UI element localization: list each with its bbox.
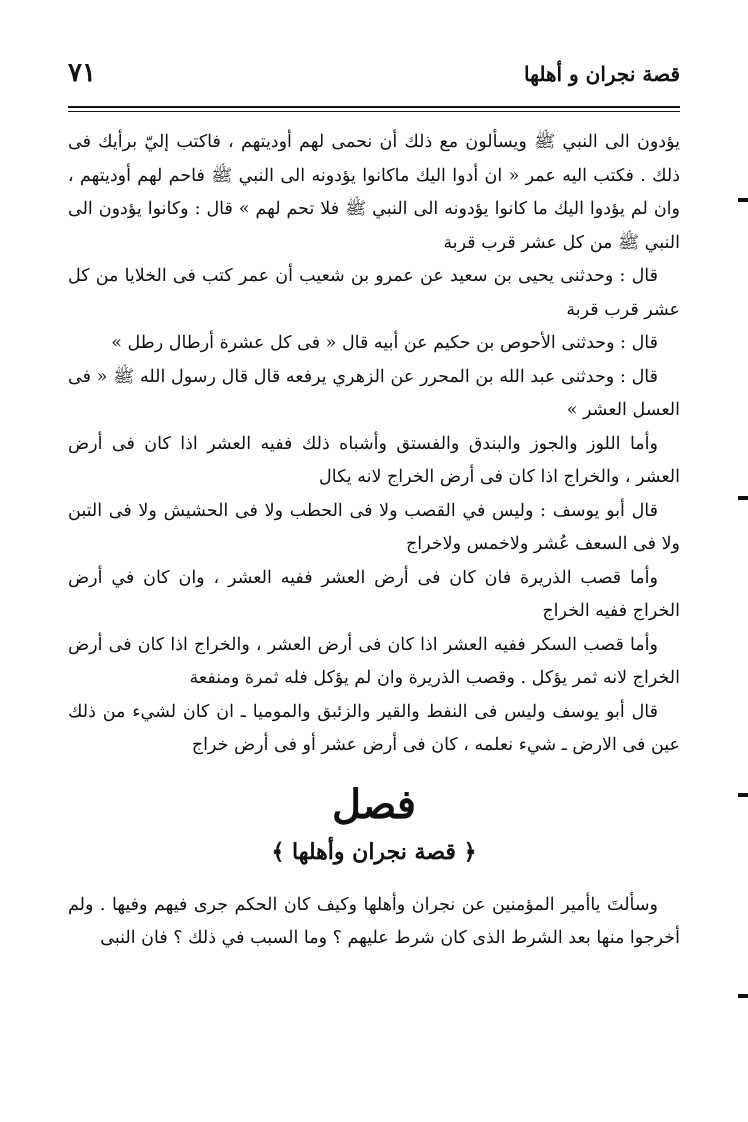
margin-mark <box>738 994 748 998</box>
margin-mark <box>738 496 748 500</box>
margin-mark <box>738 198 748 202</box>
paragraph: قال : وحدثنى يحيى بن سعيد عن عمرو بن شعيب أن عمر كتب فى الخلايا من كل عشر قرب قربة <box>68 266 680 320</box>
page-header <box>68 58 680 102</box>
paragraph: وأما اللوز والجوز والبندق والفستق وأشباه ذلك ففيه العشر اذا كان فى أرض العشر ، والخراج اذا كان فى أرض الخراج لانه يكال <box>68 433 680 487</box>
paragraph: قال : وحدثنى الأحوص بن حكيم عن أبيه قال « فى كل عشرة أرطال رطل » <box>111 333 658 353</box>
header-rule-thin <box>68 111 680 112</box>
running-title: قصة نجران و أهلها <box>524 62 680 86</box>
paragraph: قال : وحدثنى عبد الله بن المحرر عن الزهري يرفعه قال قال رسول الله ﷺ « فى العسل العشر » <box>68 366 680 420</box>
book-page <box>68 58 680 1098</box>
paragraph: وأما قصب السكر ففيه العشر اذا كان فى أرض العشر ، والخراج اذا كان فى أرض الخراج لانه ثمر يؤكل . وقصب الذريرة وان لم يؤكل فله ثمرة ومنفعة <box>68 634 680 688</box>
paragraph: وأما قصب الذريرة فان كان فى أرض العشر ففيه العشر ، وان كان في أرض الخراج ففيه الخراج <box>68 567 680 621</box>
paragraph: قال أبو يوسف : وليس في القصب ولا فى الحطب ولا فى الحشيش ولا فى التبن ولا فى السعف عُشر ولاخمس ولاخراج <box>68 500 680 554</box>
paragraph: قال أبو يوسف وليس فى النفط والقير والزئبق والموميا ـ ان كان لشيء من ذلك عين فى الارض ـ شيء نعلمه ، كان فى أرض عشر أو فى أرض خراج <box>68 701 680 755</box>
margin-mark <box>738 793 748 797</box>
body-text <box>68 126 680 956</box>
section-subtitle: ﴿ قصة نجران وأهلها ﴾ <box>271 838 477 865</box>
section-title: فصل <box>331 780 417 828</box>
paragraph: يؤدون الى النبي ﷺ ويسألون مع ذلك أن نحمى لهم أوديتهم ، فاكتب إليّ برأيك فى ذلك . فكتب اليه عمر « ان أدوا اليك ماكانوا يؤدونه الى النبي ﷺ فاحم لهم أوديتهم ، وان لم يؤدوا اليك ما كانوا يؤدونه الى النبي ﷺ فلا تحم لهم » قال : وكانوا يؤدون الى النبي ﷺ من كل عشر قرب قربة <box>68 132 680 253</box>
closing-paragraph: وسألتَ ياأمير المؤمنين عن نجران وأهلها وكيف كان الحكم جرى فيهم وفيها . ولم أخرجوا منها بعد الشرط الذى كان شرط عليهم ؟ وما السبب في ذلك ؟ فان النبى <box>68 894 680 948</box>
page-number: ٧١ <box>68 58 96 88</box>
header-rule <box>68 106 680 108</box>
